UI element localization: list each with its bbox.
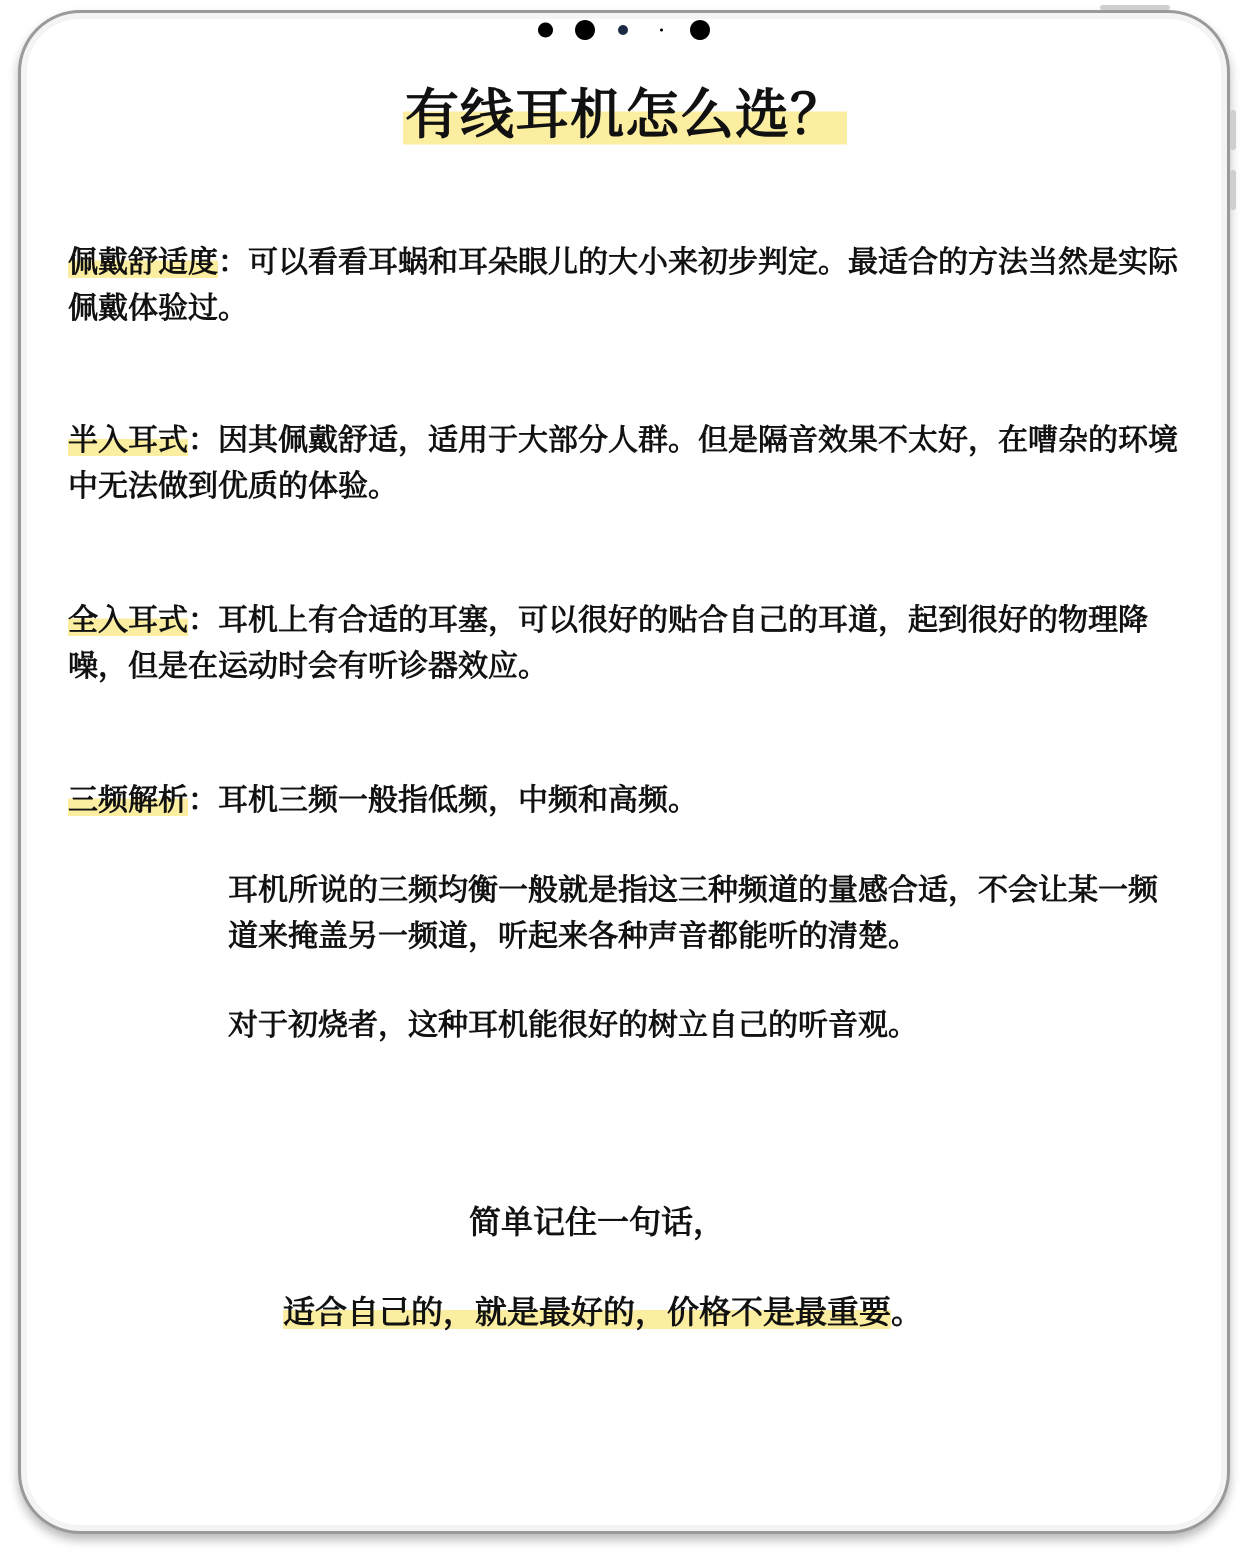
section-text: 耳机上有合适的耳塞，可以很好的贴合自己的耳道，起到很好的物理降噪，但是在运动时会有听诊器效应。 [68, 603, 1148, 684]
summary-intro: 简单记住一句话， [468, 1203, 725, 1241]
section-label: 半入耳式 [68, 423, 188, 458]
camera-lens-icon [575, 20, 595, 40]
section-semi-in-ear [68, 418, 1178, 510]
section-label: 佩戴舒适度 [68, 245, 218, 280]
summary-conclusion [0, 1288, 1228, 1336]
sensor-dot-icon [538, 23, 553, 38]
section-comfort [68, 240, 1178, 332]
frequency-detail-balance: 耳机所说的三频均衡一般就是指这三种频道的量感合适，不会让某一频道来掩盖另一频道，听起来各种声音都能听的清楚。 [228, 873, 1158, 954]
sensor-dot-large-icon [690, 20, 710, 40]
power-button [1100, 5, 1170, 10]
page-title: 有线耳机怎么选？ [403, 80, 847, 150]
section-label: 三频解析 [68, 783, 188, 818]
section-text: 耳机三频一般指低频，中频和高频。 [218, 783, 698, 818]
frequency-detail-beginner: 对于初烧者，这种耳机能很好的树立自己的听音观。 [228, 1008, 918, 1043]
camera-bar [530, 18, 720, 42]
microphone-dot-icon [660, 29, 663, 32]
section-text: 可以看看耳蜗和耳朵眼儿的大小来初步判定。最适合的方法当然是实际佩戴体验过。 [68, 245, 1178, 326]
section-separator: ： [188, 423, 218, 458]
section-separator: ： [188, 603, 218, 638]
section-text: 因其佩戴舒适，适用于大部分人群。但是隔音效果不太好，在嘈杂的环境中无法做到优质的体验。 [68, 423, 1178, 504]
section-in-ear [68, 598, 1178, 690]
summary-highlight: 适合自己的，就是最好的，价格不是最重要 [282, 1293, 891, 1331]
section-frequency [68, 778, 1178, 824]
summary-end-punct: 。 [891, 1293, 924, 1331]
camera-lens-small-icon [618, 25, 628, 35]
section-label: 全入耳式 [68, 603, 188, 638]
section-separator: ： [218, 245, 248, 280]
title-container [0, 80, 1250, 150]
volume-down-button [1230, 170, 1236, 210]
section-separator: ： [188, 783, 218, 818]
